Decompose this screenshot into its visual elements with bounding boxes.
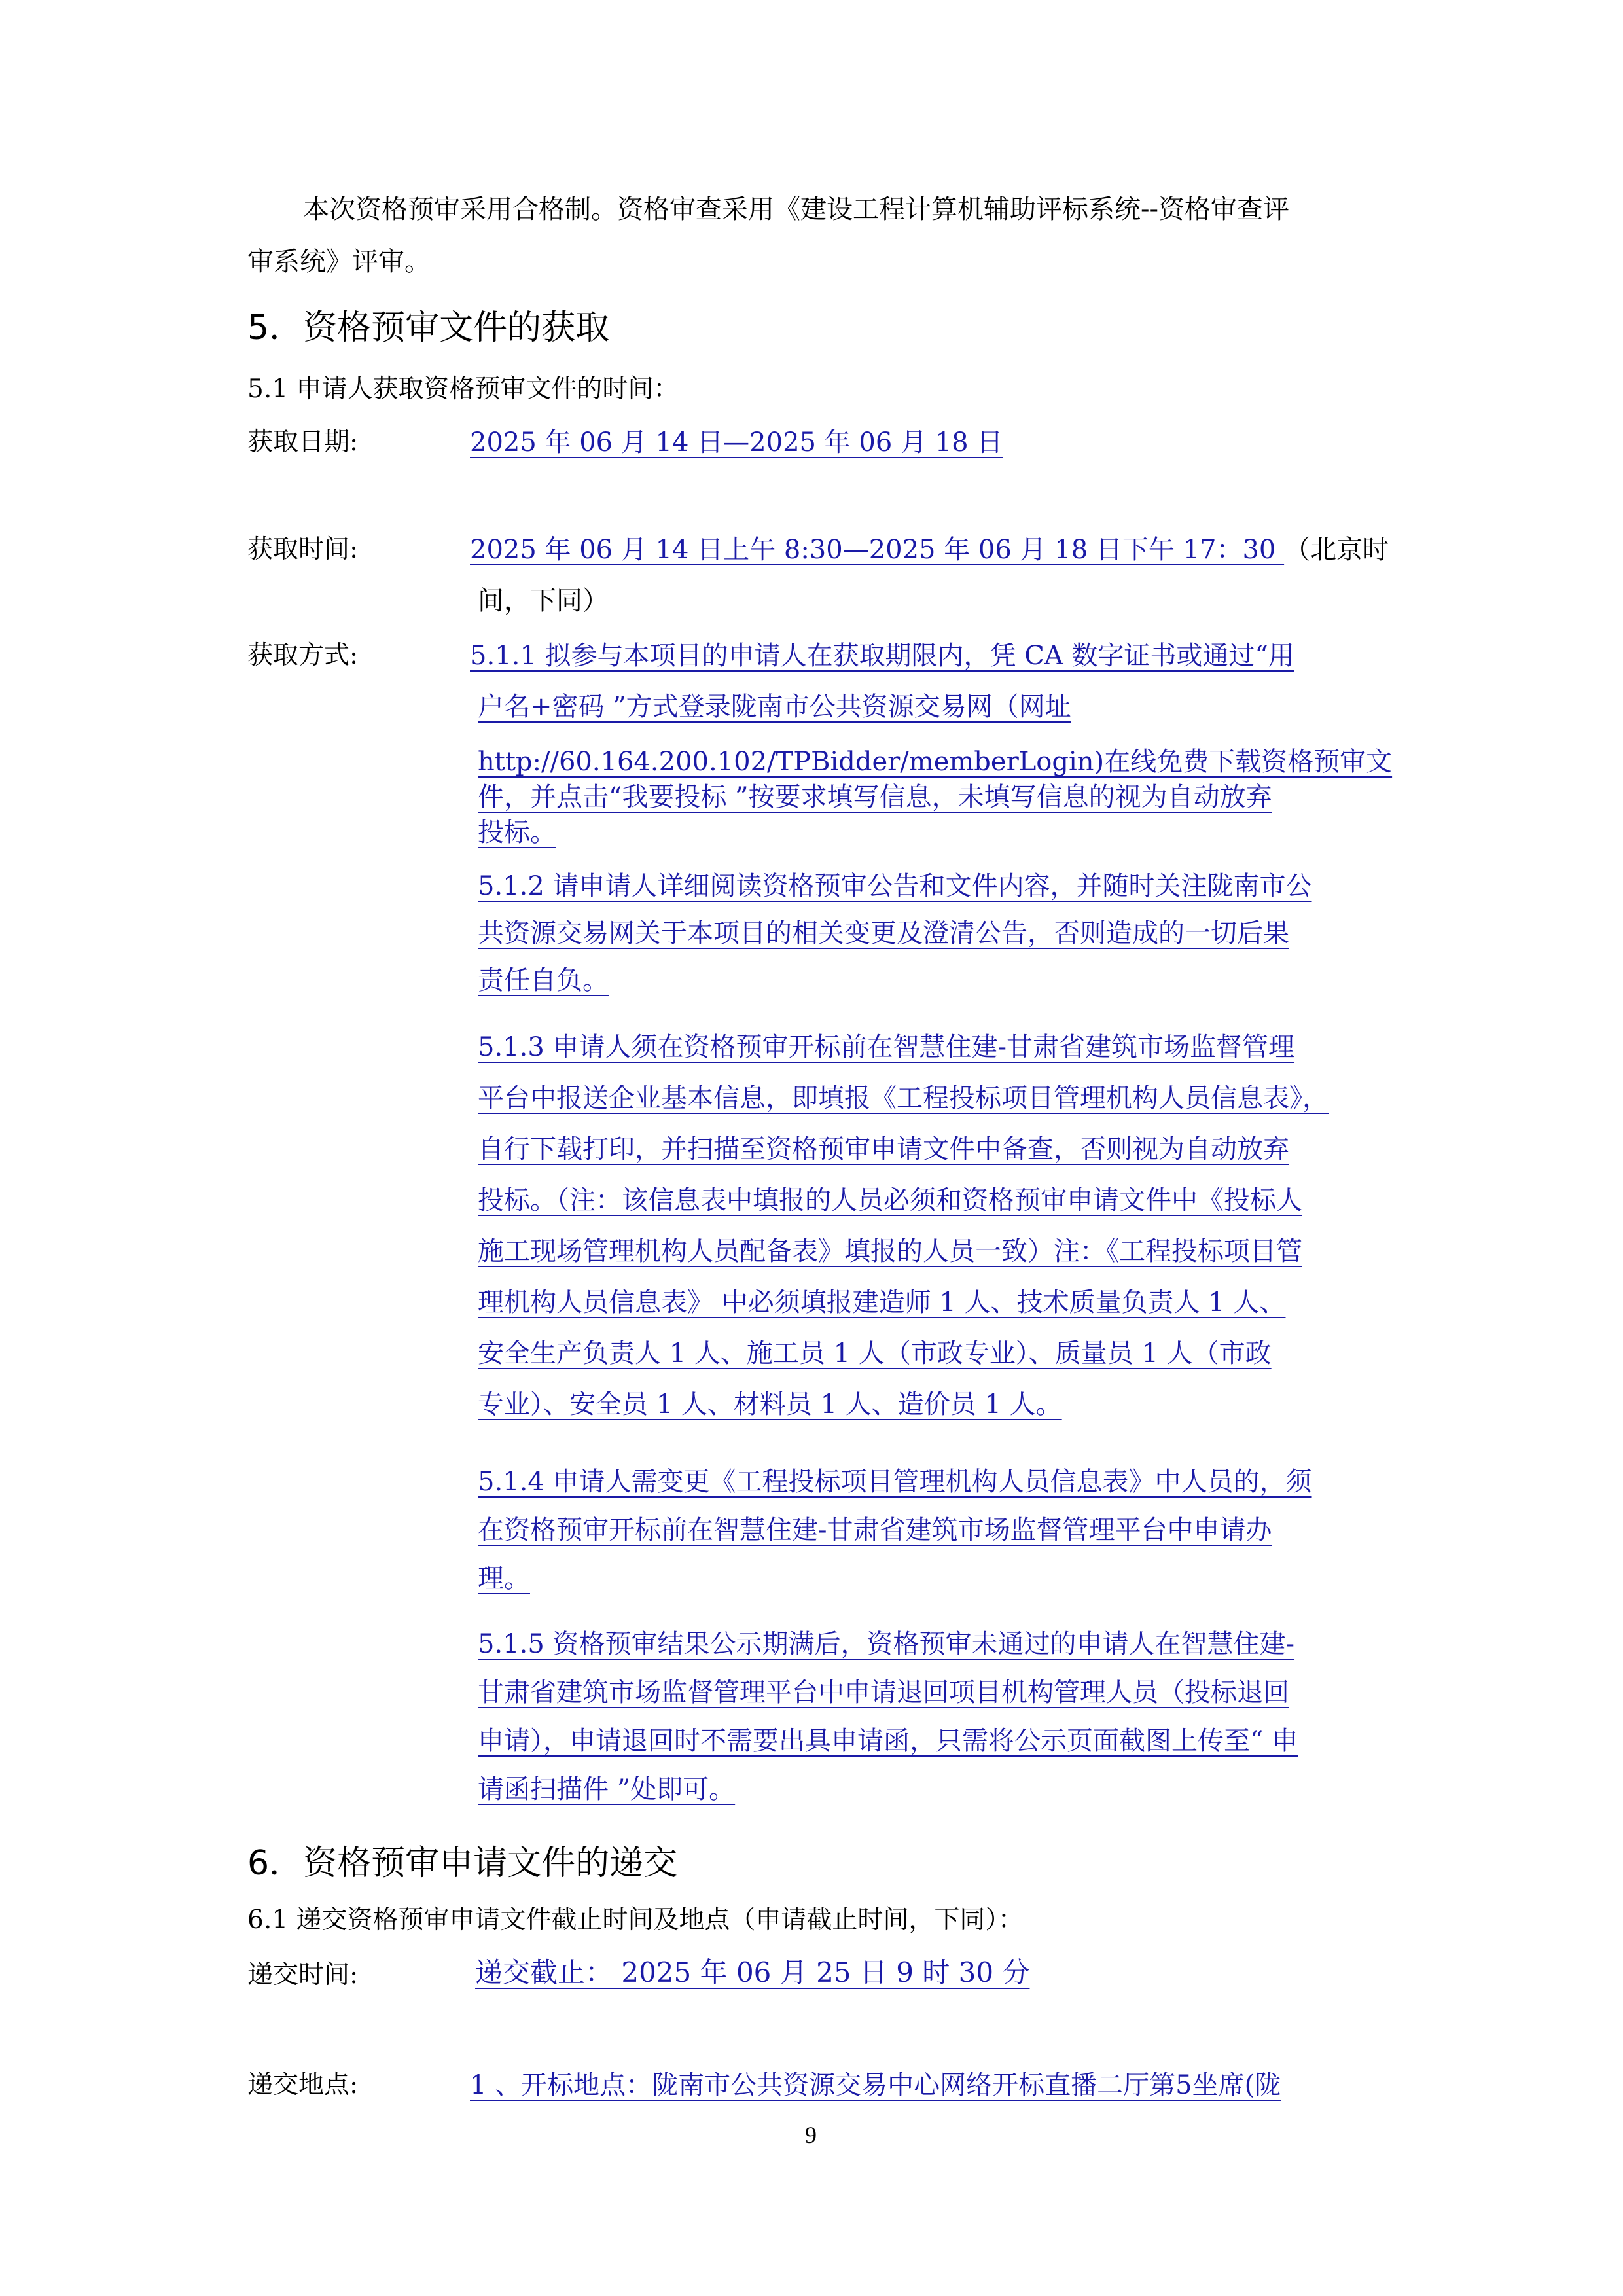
paragraph-5-1-3-line-8: 专业）、安全员 1 人、材料员 1 人、造价员 1 人。	[478, 1390, 1062, 1420]
paragraph-5-1-5-line-3: 申请），申请退回时不需要出具申请函，只需将公示页面截图上传至“ 申	[478, 1726, 1298, 1756]
paragraph-5-1-1-line-5: 投标。	[478, 817, 556, 848]
paragraph-5-1-3-line-4: 投标。（注：该信息表中填报的人员必须和资格预审申请文件中《投标人	[478, 1185, 1302, 1215]
paragraph-5-1-3-line-5: 施工现场管理机构人员配备表》填报的人员一致）注：《工程投标项目管	[478, 1236, 1302, 1266]
acquire-time-suffix-2: 间，下同）	[478, 586, 609, 616]
paragraph-5-1-4-line-2: 在资格预审开标前在智慧住建-甘肃省建筑市场监督管理平台中申请办	[478, 1515, 1272, 1545]
paragraph-5-1-5-line-2: 甘肃省建筑市场监督管理平台中申请退回项目机构管理人员（投标退回	[478, 1677, 1289, 1708]
paragraph-5-1-3-line-7: 安全生产负责人 1 人、施工员 1 人（市政专业）、质量员 1 人（市政	[478, 1338, 1272, 1369]
page-number: 9	[805, 2122, 817, 2148]
paragraph-5-1-2-line-1: 5.1.2 请申请人详细阅读资格预审公告和文件内容，并随时关注陇南市公	[478, 871, 1312, 901]
paragraph-5-1-1-line-1: 5.1.1 拟参与本项目的申请人在获取期限内，凭 CA 数字证书或通过“用	[470, 641, 1294, 671]
paragraph-5-1-5-line-1: 5.1.5 资格预审结果公示期满后，资格预审未通过的申请人在智慧住建-	[478, 1629, 1295, 1659]
paragraph-5-1-4-line-1: 5.1.4 申请人需变更《工程投标项目管理机构人员信息表》中人员的，须	[478, 1467, 1312, 1497]
acquire-date-label: 获取日期:	[247, 427, 359, 457]
acquire-method-label: 获取方式:	[247, 641, 359, 670]
submit-time-value: 递交截止： 2025 年 06 月 25 日 9 时 30 分	[475, 1956, 1030, 1988]
acquire-time-suffix: （北京时	[1284, 535, 1389, 565]
paragraph-5-1-3-line-1: 5.1.3 申请人须在资格预审开标前在智慧住建-甘肃省建筑市场监督管理	[478, 1032, 1295, 1062]
submit-place-label: 递交地点:	[247, 2070, 359, 2100]
acquire-date-value: 2025 年 06 月 14 日—2025 年 06 月 18 日	[470, 427, 1003, 457]
acquire-time-line	[470, 531, 1389, 568]
paragraph-5-1-1-line-3: http://60.164.200.102/TPBidder/memberLogin)在线免费下载资格预审文	[478, 747, 1393, 777]
intro-line-1: 本次资格预审采用合格制。资格审查采用《建设工程计算机辅助评标系统--资格审查评	[303, 194, 1290, 224]
section-5-heading: 5．资格预审文件的获取	[247, 308, 610, 348]
paragraph-5-1-3-line-6: 理机构人员信息表》 中必须填报建造师 1 人、技术质量负责人 1 人、	[478, 1287, 1286, 1318]
acquire-time-value: 2025 年 06 月 14 日上午 8:30—2025 年 06 月 18 日下午 17：30	[470, 535, 1285, 565]
submit-place-value: 1 、开标地点：陇南市公共资源交易中心网络开标直播二厅第5坐席(陇	[470, 2070, 1281, 2100]
intro-line-2: 审系统》评审。	[247, 247, 431, 277]
paragraph-5-1-2-line-3: 责任自负。	[478, 965, 609, 996]
paragraph-5-1-3-line-2: 平台中报送企业基本信息，即填报《工程投标项目管理机构人员信息表》，	[478, 1083, 1329, 1113]
paragraph-5-1-4-line-3: 理。	[478, 1564, 530, 1594]
paragraph-5-1-2-line-2: 共资源交易网关于本项目的相关变更及澄清公告，否则造成的一切后果	[478, 918, 1289, 948]
subsection-5-1: 5.1 申请人获取资格预审文件的时间：	[247, 374, 679, 404]
paragraph-5-1-3-line-3: 自行下载打印，并扫描至资格预审申请文件中备查，否则视为自动放弃	[478, 1134, 1289, 1164]
submit-time-label: 递交时间:	[247, 1960, 359, 1990]
subsection-6-1: 6.1 递交资格预审申请文件截止时间及地点（申请截止时间，下同）：	[247, 1905, 1024, 1935]
paragraph-5-1-1-line-2: 户名+密码 ”方式登录陇南市公共资源交易网（网址	[478, 692, 1071, 722]
paragraph-5-1-5-line-4: 请函扫描件 ”处即可。	[478, 1774, 736, 1804]
section-6-heading: 6．资格预审申请文件的递交	[247, 1844, 678, 1883]
acquire-time-label: 获取时间:	[247, 535, 359, 564]
paragraph-5-1-1-line-4: 件，并点击“我要投标 ”按要求填写信息，未填写信息的视为自动放弃	[478, 782, 1272, 812]
